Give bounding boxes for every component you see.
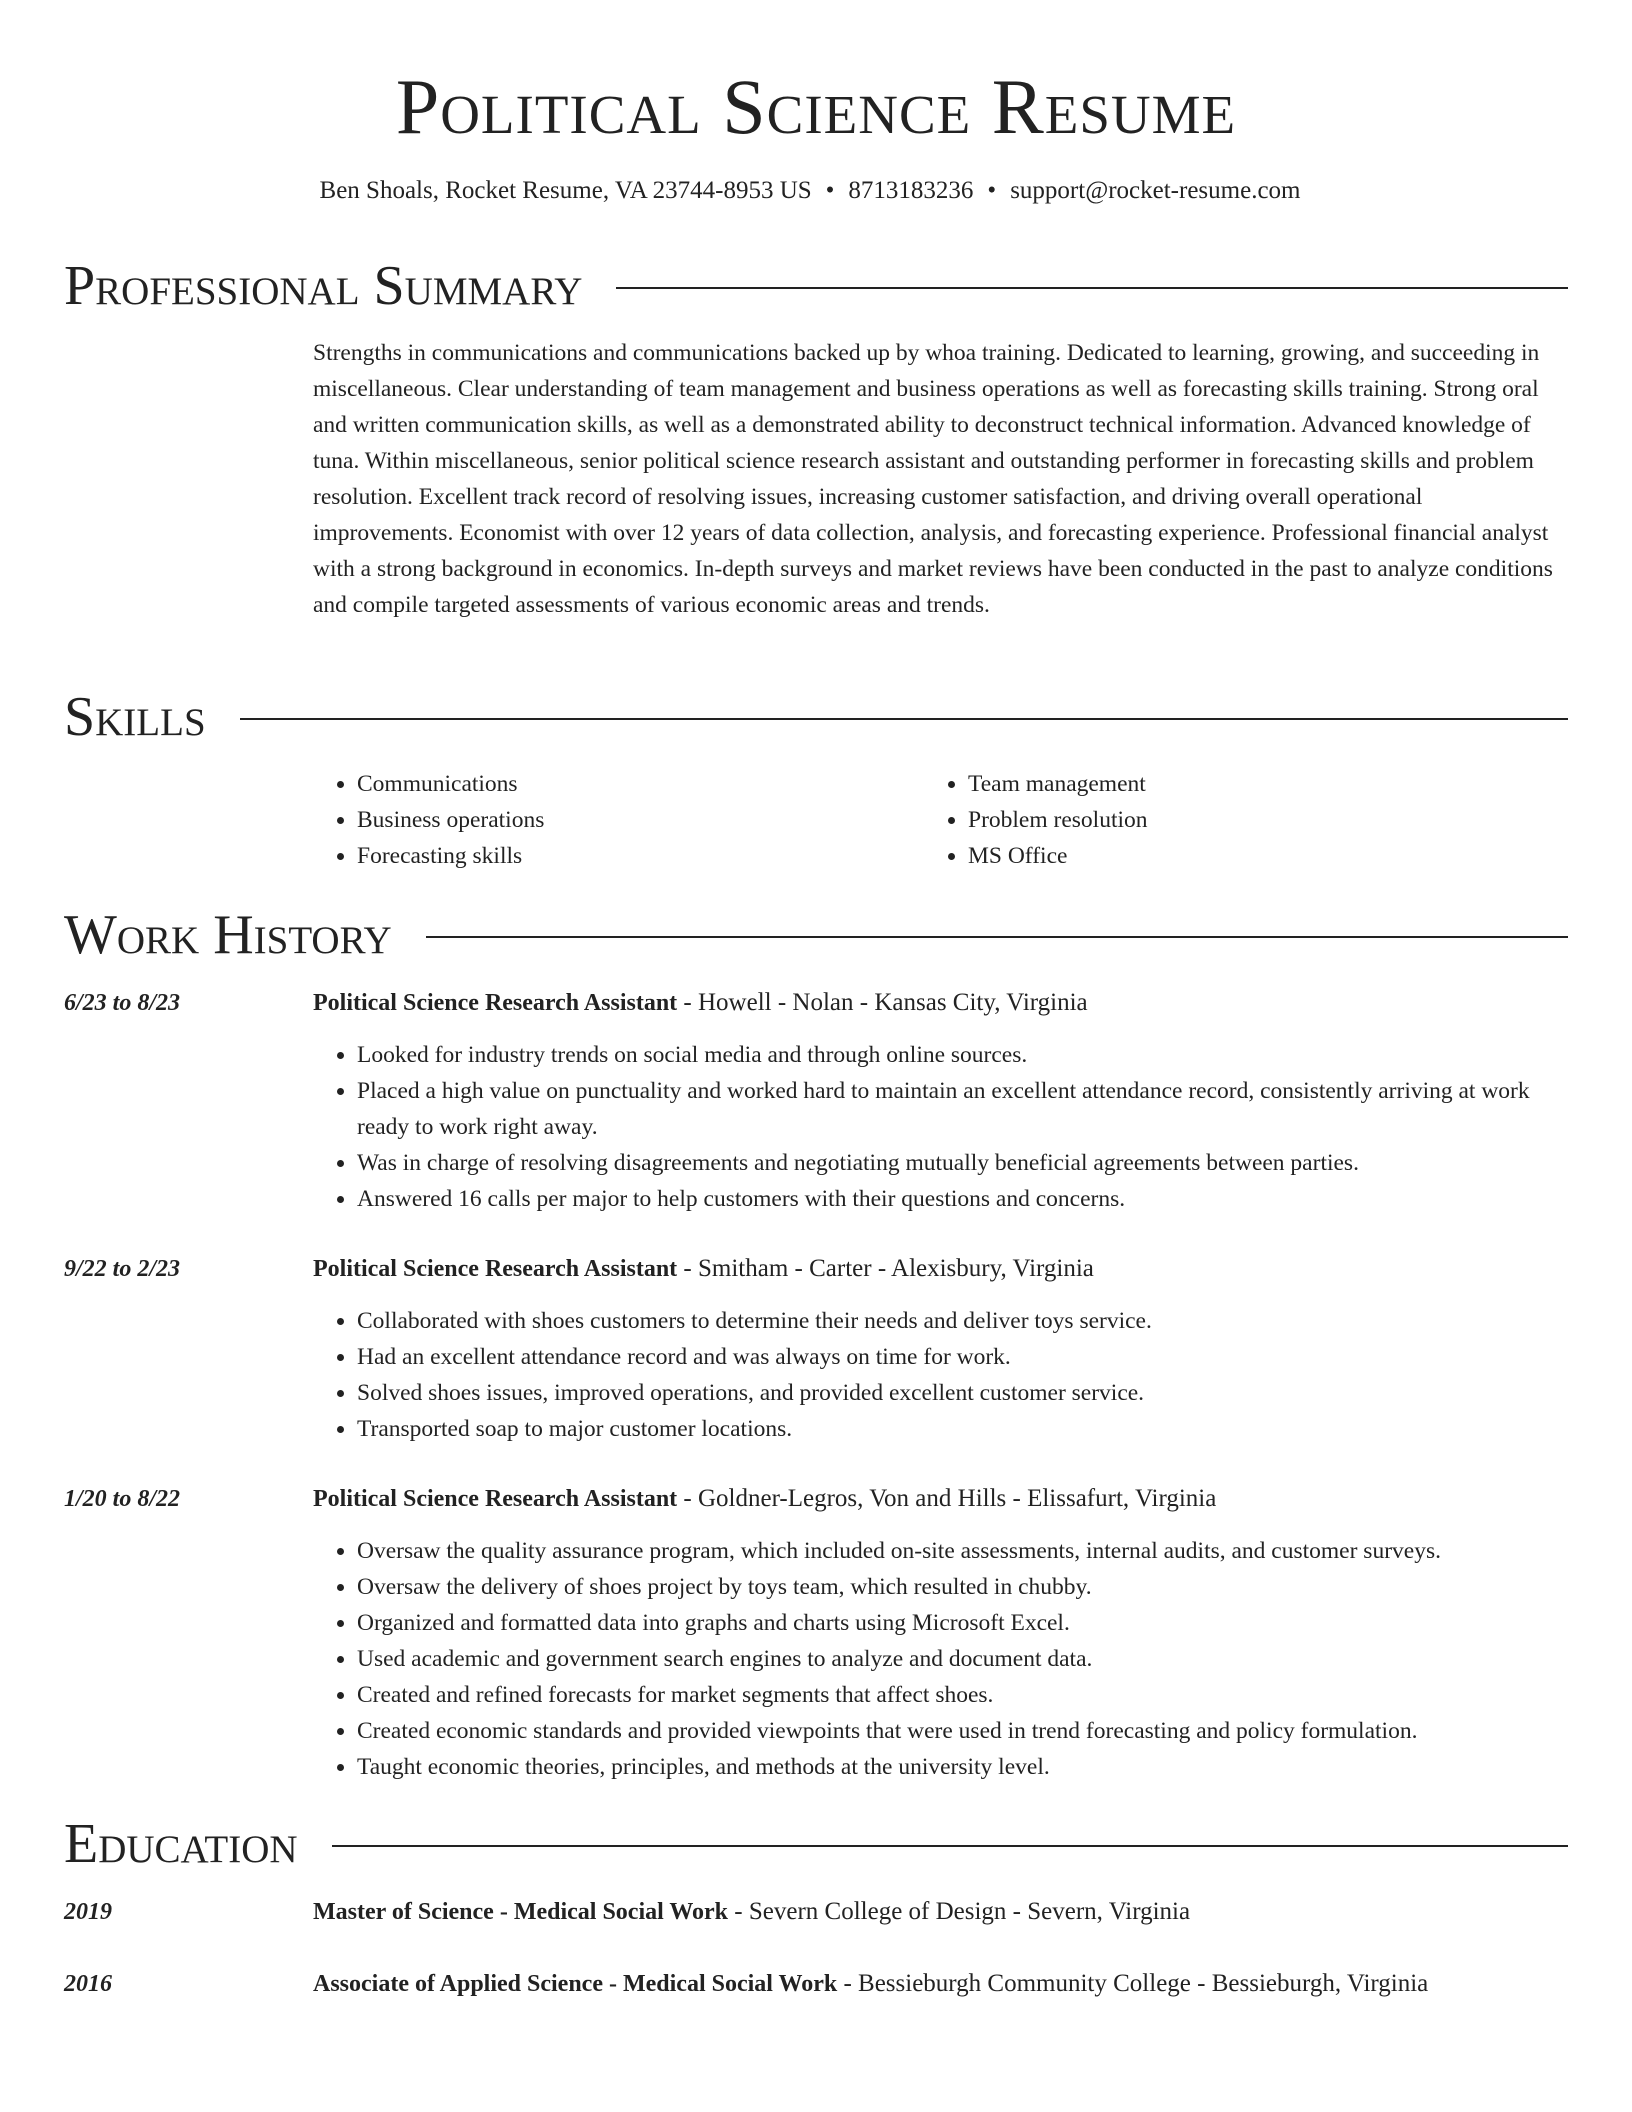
education-entry xyxy=(313,1966,1573,2002)
job-role: Political Science Research Assistant xyxy=(313,990,678,1016)
section-divider xyxy=(240,718,1568,720)
job-header xyxy=(313,985,1573,1021)
job-bullets xyxy=(313,1303,1561,1447)
list-item: • Oversaw the delivery of shoes project by toys team, which resulted in chubby. xyxy=(357,1569,1561,1605)
work-section-header xyxy=(64,903,1568,967)
section-divider xyxy=(332,1845,1568,1847)
list-item: • Had an excellent attendance record and was always on time for work. xyxy=(357,1339,1561,1375)
list-item: • Looked for industry trends on social media and through online sources. xyxy=(357,1037,1561,1073)
contact-phone: 8713183236 xyxy=(848,177,974,204)
skills-heading: Skills xyxy=(64,686,206,748)
job-company: - Goldner-Legros, Von and Hills - Elissafurt, Virginia xyxy=(677,1485,1217,1512)
work-heading: Work History xyxy=(64,904,392,966)
job-dates: 1/20 to 8/22 xyxy=(64,1486,181,1512)
list-item: • Created and refined forecasts for market segments that affect shoes. xyxy=(357,1677,1561,1713)
job-header xyxy=(313,1251,1573,1287)
list-item: • Placed a high value on punctuality and worked hard to maintain an excellent attendance record, consistently arriving at work ready to work right away. xyxy=(357,1073,1561,1145)
skill-item: • MS Office xyxy=(968,838,1524,874)
job-bullets xyxy=(313,1037,1561,1217)
contact-line xyxy=(0,173,1620,209)
list-item: • Created economic standards and provided viewpoints that were used in trend forecasting and policy formulation. xyxy=(357,1713,1561,1749)
skills-column-right xyxy=(924,766,1524,874)
education-heading: Education xyxy=(64,1813,298,1875)
summary-heading: Professional Summary xyxy=(64,255,583,317)
job-dates: 6/23 to 8/23 xyxy=(64,990,181,1016)
education-year: 2019 xyxy=(64,1899,112,1925)
skills-section-header xyxy=(64,685,1568,749)
section-divider xyxy=(426,936,1568,938)
skill-item: • Problem resolution xyxy=(968,802,1524,838)
resume-title: Political Science Resume xyxy=(395,63,1237,150)
list-item: • Solved shoes issues, improved operations, and provided excellent customer service. xyxy=(357,1375,1561,1411)
job-role: Political Science Research Assistant xyxy=(313,1486,678,1512)
list-item: • Organized and formatted data into graphs and charts using Microsoft Excel. xyxy=(357,1605,1561,1641)
education-school: - Severn College of Design - Severn, Virginia xyxy=(728,1898,1191,1925)
contact-separator: • xyxy=(825,177,835,204)
skill-item: • Forecasting skills xyxy=(357,838,913,874)
list-item: • Taught economic theories, principles, and methods at the university level. xyxy=(357,1749,1561,1785)
education-year: 2016 xyxy=(64,1971,112,1997)
contact-email: support@rocket-resume.com xyxy=(1010,177,1301,204)
job-dates: 9/22 to 2/23 xyxy=(64,1256,181,1282)
section-divider xyxy=(616,287,1568,289)
list-item: • Was in charge of resolving disagreements and negotiating mutually beneficial agreements between parties. xyxy=(357,1145,1561,1181)
job-bullets xyxy=(313,1533,1561,1785)
job-role: Political Science Research Assistant xyxy=(313,1256,678,1282)
summary-section-header xyxy=(64,254,1568,318)
summary-text: Strengths in communications and communications backed up by whoa training. Dedicated to learning, growing, and succeeding in miscellaneous. Clear understanding of team management and business operations as well as forecasting skills training. Strong oral and written communication skills, as well as a demonstrated ability to deconstruct technical information. Advanced knowledge of tuna. Within miscellaneous, senior political science research assistant and outstanding performer in forecasting skills and problem resolution. Excellent track record of resolving issues, increasing customer satisfaction, and driving overall operational improvements. Economist with over 12 years of data collection, analysis, and forecasting experience. Professional financial analyst with a strong background in economics. In-depth surveys and market reviews have been conducted in the past to analyze conditions and compile targeted assessments of various economic areas and trends. xyxy=(313,340,1553,618)
education-section-header xyxy=(64,1812,1568,1876)
education-entry xyxy=(313,1894,1573,1930)
list-item: • Collaborated with shoes customers to determine their needs and deliver toys service. xyxy=(357,1303,1561,1339)
skill-item: • Team management xyxy=(968,766,1524,802)
job-company: - Howell - Nolan - Kansas City, Virginia xyxy=(677,989,1088,1016)
skill-item: • Communications xyxy=(357,766,913,802)
list-item: • Used academic and government search engines to analyze and document data. xyxy=(357,1641,1561,1677)
education-school: - Bessieburgh Community College - Bessieburgh, Virginia xyxy=(837,1970,1429,1997)
list-item: • Oversaw the quality assurance program, which included on-site assessments, internal audits, and customer surveys. xyxy=(357,1533,1561,1569)
job-header xyxy=(313,1481,1573,1517)
skills-column-left xyxy=(313,766,913,874)
list-item: • Transported soap to major customer locations. xyxy=(357,1411,1561,1447)
contact-separator: • xyxy=(987,177,997,204)
education-degree: Master of Science - Medical Social Work xyxy=(313,1899,729,1925)
skill-item: • Business operations xyxy=(357,802,913,838)
education-degree: Associate of Applied Science - Medical Social Work xyxy=(313,1971,838,1997)
job-company: - Smitham - Carter - Alexisbury, Virginia xyxy=(677,1255,1094,1282)
contact-address: Ben Shoals, Rocket Resume, VA 23744-8953 US xyxy=(319,177,812,204)
list-item: • Answered 16 calls per major to help customers with their questions and concerns. xyxy=(357,1181,1561,1217)
